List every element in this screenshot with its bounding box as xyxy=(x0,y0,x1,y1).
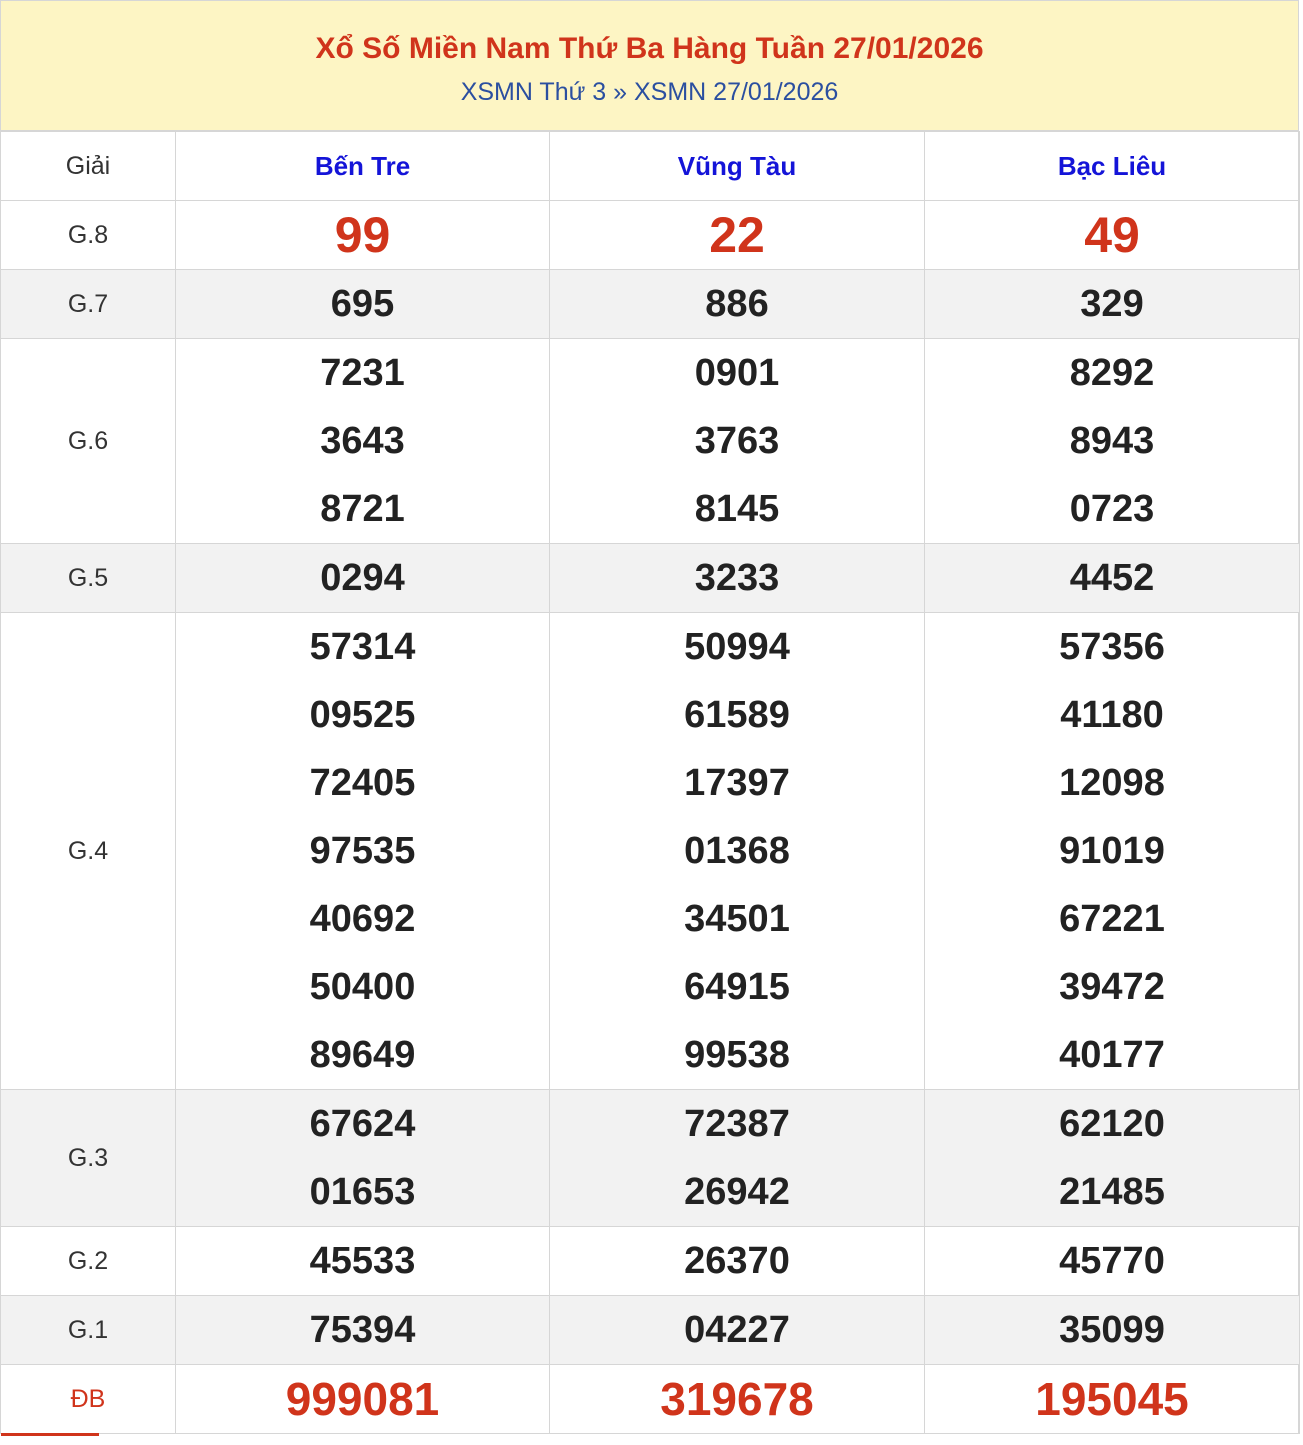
winning-number: 35099 xyxy=(1059,1309,1165,1351)
winning-number: 40692 xyxy=(309,898,416,940)
prize-rows xyxy=(1,201,1300,1434)
prize-cell xyxy=(550,201,925,270)
prize-cell xyxy=(176,1227,550,1296)
winning-number: 4452 xyxy=(1069,557,1155,599)
winning-number: 99538 xyxy=(684,1034,790,1076)
prize-row-g4 xyxy=(1,613,1300,1090)
prize-cell xyxy=(550,544,925,613)
winning-number: 0294 xyxy=(320,557,405,599)
prize-cell xyxy=(550,339,925,544)
prize-cell xyxy=(925,1296,1300,1365)
winning-number: 8943 xyxy=(1069,420,1155,462)
winning-number: 45533 xyxy=(309,1240,416,1282)
prize-cell xyxy=(550,613,925,1090)
breadcrumb-separator: » xyxy=(613,78,628,106)
winning-number: 97535 xyxy=(309,830,416,872)
winning-number: 89649 xyxy=(309,1034,416,1076)
winning-number: 21485 xyxy=(1059,1171,1165,1213)
prize-cell xyxy=(176,1090,550,1227)
prize-label: G.1 xyxy=(1,1296,176,1365)
winning-number: 72387 xyxy=(684,1103,790,1145)
winning-number: 99 xyxy=(334,207,391,263)
winning-number: 40177 xyxy=(1059,1034,1165,1076)
prize-row-g5 xyxy=(1,544,1300,613)
table-header-row xyxy=(1,132,1300,201)
prize-cell xyxy=(925,1090,1300,1227)
winning-number: 57356 xyxy=(1059,626,1165,668)
winning-number: 57314 xyxy=(309,626,416,668)
prize-cell xyxy=(176,339,550,544)
winning-number: 91019 xyxy=(1059,830,1165,872)
prize-row-g7 xyxy=(1,270,1300,339)
winning-number: 39472 xyxy=(1059,966,1165,1008)
prize-label: G.4 xyxy=(1,613,176,1090)
page-title: Xổ Số Miền Nam Thứ Ba Hàng Tuần 27/01/2026 xyxy=(315,32,984,65)
winning-number: 17397 xyxy=(684,762,790,804)
prize-label: G.5 xyxy=(1,544,176,613)
winning-number: 695 xyxy=(330,283,395,325)
prize-cell xyxy=(550,270,925,339)
prize-row-g3 xyxy=(1,1090,1300,1227)
prize-cell xyxy=(550,1365,925,1434)
winning-number: 72405 xyxy=(309,762,416,804)
winning-number: 329 xyxy=(1080,283,1144,325)
winning-number: 01653 xyxy=(309,1171,416,1213)
winning-number: 49 xyxy=(1084,207,1140,263)
winning-number: 75394 xyxy=(309,1309,416,1351)
prize-label: G.3 xyxy=(1,1090,176,1227)
prize-cell xyxy=(925,544,1300,613)
prize-cell xyxy=(550,1090,925,1227)
prize-label: ĐB xyxy=(1,1365,176,1434)
winning-number: 195045 xyxy=(1035,1373,1189,1425)
results-table xyxy=(0,131,1300,1434)
winning-number: 09525 xyxy=(309,694,416,736)
winning-number: 26370 xyxy=(684,1240,790,1282)
winning-number: 41180 xyxy=(1060,694,1164,736)
winning-number: 04227 xyxy=(684,1309,790,1351)
winning-number: 45770 xyxy=(1059,1240,1165,1282)
prize-cell xyxy=(176,544,550,613)
province-header-vung-tau[interactable]: Vũng Tàu xyxy=(550,132,925,201)
winning-number: 26942 xyxy=(684,1171,790,1213)
winning-number: 62120 xyxy=(1059,1103,1165,1145)
winning-number: 64915 xyxy=(684,966,790,1008)
prize-row-g6 xyxy=(1,339,1300,544)
winning-number: 8292 xyxy=(1069,352,1155,394)
province-header-bac-lieu[interactable]: Bạc Liêu xyxy=(925,132,1300,201)
prize-column-header: Giải xyxy=(1,132,176,201)
prize-label: G.8 xyxy=(1,201,176,270)
winning-number: 999081 xyxy=(285,1373,440,1425)
winning-number: 61589 xyxy=(684,694,790,736)
prize-cell xyxy=(176,1296,550,1365)
winning-number: 319678 xyxy=(660,1373,814,1425)
prize-cell xyxy=(176,1365,550,1434)
prize-cell xyxy=(176,201,550,270)
winning-number: 0723 xyxy=(1069,488,1155,530)
breadcrumb-link-xsmn-date[interactable]: XSMN 27/01/2026 xyxy=(634,78,839,106)
winning-number: 886 xyxy=(705,283,769,325)
results-header xyxy=(1,0,1298,131)
winning-number: 3763 xyxy=(694,420,780,462)
winning-number: 3233 xyxy=(694,557,780,599)
winning-number: 8145 xyxy=(694,488,780,530)
winning-number: 3643 xyxy=(320,420,405,462)
prize-cell xyxy=(925,339,1300,544)
prize-label: G.2 xyxy=(1,1227,176,1296)
prize-row-g8 xyxy=(1,201,1300,270)
prize-cell xyxy=(925,201,1300,270)
prize-cell xyxy=(925,270,1300,339)
winning-number: 01368 xyxy=(684,830,790,872)
prize-cell xyxy=(925,1365,1300,1434)
winning-number: 67221 xyxy=(1059,898,1165,940)
winning-number: 12098 xyxy=(1059,762,1165,804)
winning-number: 50994 xyxy=(684,626,790,668)
winning-number: 50400 xyxy=(309,966,416,1008)
winning-number: 8721 xyxy=(320,488,405,530)
prize-row-db xyxy=(1,1365,1300,1434)
prize-cell xyxy=(550,1296,925,1365)
breadcrumb-link-xsmn-thu-3[interactable]: XSMN Thứ 3 xyxy=(460,78,607,106)
winning-number: 0901 xyxy=(694,352,780,394)
province-header-ben-tre[interactable]: Bến Tre xyxy=(176,132,550,201)
prize-cell xyxy=(176,613,550,1090)
prize-cell xyxy=(925,1227,1300,1296)
prize-cell xyxy=(550,1227,925,1296)
prize-row-g2 xyxy=(1,1227,1300,1296)
winning-number: 34501 xyxy=(684,898,790,940)
winning-number: 22 xyxy=(709,207,765,263)
prize-label: G.7 xyxy=(1,270,176,339)
accent-underline xyxy=(1,1433,99,1436)
winning-number: 7231 xyxy=(320,352,405,394)
prize-cell xyxy=(176,270,550,339)
winning-number: 67624 xyxy=(309,1103,416,1145)
prize-label: G.6 xyxy=(1,339,176,544)
prize-row-g1 xyxy=(1,1296,1300,1365)
breadcrumb xyxy=(1,77,1298,107)
prize-cell xyxy=(925,613,1300,1090)
